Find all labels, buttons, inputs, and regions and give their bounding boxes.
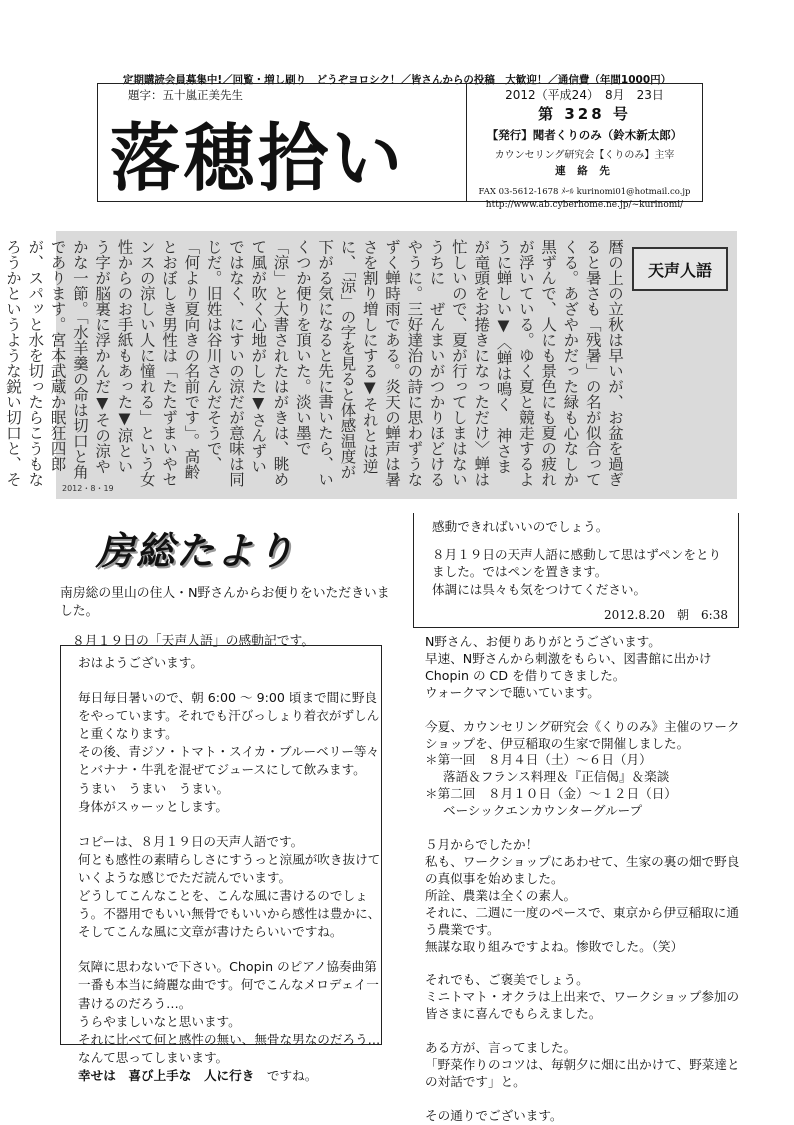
letter-text (66, 654, 381, 1085)
issue-number: 第 328 号 (538, 105, 631, 123)
letter-closing-tail: ですね。 (266, 1067, 318, 1083)
reply-paragraph: 早速、N野さんから刺激をもらい、図書館に出かけ Chopin の CD を借りてきました。 (425, 650, 712, 683)
workshop-item: ＊第一回 ８月４日（土）～６日（月） (425, 752, 652, 768)
intro-line: 南房総の里山の住人・N野さんからお便りをいただきいました。 (60, 586, 390, 619)
letter-paragraph: 気障に思わないで下さい。Chopin のピアノ協奏曲第一番も本当に綺麗な曲です。何でこんなメロデェイ一書けるのだろう…。 (78, 959, 379, 1011)
reply-paragraph: 私も、ワークショップにあわせて、生家の裏の畑で野良の真似事を始めました。 (425, 853, 740, 886)
reply-paragraph: N野さん、お便りありがとうございます。 (425, 634, 661, 649)
reply-paragraph: ミニトマト・オクラは上出来で、ワークショップ参加の皆さまに喜んでもらえました。 (425, 989, 740, 1022)
issue-date: 2012（平成24） 8月 23日 (505, 88, 664, 102)
workshop-item: ＊第二回 ８月１０日（金）～１２日（日） (425, 786, 677, 802)
continuation-paragraph: 体調には呉々も気をつけてください。 (432, 581, 647, 597)
section-title: 房総たより (96, 529, 297, 573)
organization: カウンセリング研究会【くりのみ】主宰 (494, 150, 675, 161)
letter-closing (66, 1067, 381, 1085)
reply-paragraph: その通りでございます。 (425, 1107, 563, 1123)
letter-paragraph: 身体がスゥーッとします。 (78, 798, 228, 814)
masthead-title-area (98, 84, 467, 201)
newsletter-title: 落穂拾い (110, 114, 406, 202)
continuation-text (420, 518, 732, 598)
reply-paragraph: 「野菜作りのコツは、毎朝夕に畑に出かけて、野菜達との対話です」と。 (425, 1057, 740, 1089)
letter-paragraph: その後、青ジソ・トマト・スイカ・ブルーベリー等々とバナナ・牛乳を混ぜてジュースにして飲みます。 (78, 744, 380, 778)
subscription-banner: 定期購読会員募集中!／回覧・増し刷り どうぞヨロシク！／皆さんからの投稿 大歓迎！／通信費（年間1000円） (122, 74, 672, 86)
reply-paragraph: ある方が、言ってました。 (425, 1040, 577, 1056)
workshop-detail: ベーシックエンカウンターグループ (443, 803, 643, 819)
letter-continuation-box (413, 513, 739, 628)
letter-paragraph: うらやましいなと思います。 (78, 1013, 241, 1029)
letter-paragraph: それに比べて何と感性の無い、無骨な男なのだろう…なんて思ってしまいます。 (78, 1031, 381, 1065)
reply-paragraph: ５月からでしたか！ (425, 837, 539, 853)
letter-paragraph: おはようございます。 (78, 655, 203, 670)
reply-paragraph: 今夏、カウンセリング研究会《くりのみ》主催のワークショップを、伊豆稲取の生家で開催しました。 (425, 718, 740, 751)
clipping-badge: 天声人語 (632, 247, 728, 291)
letter-paragraph: コピーは、８月１９日の天声人語です。 (78, 833, 304, 849)
reply-paragraph: ウォークマンで聴いています。 (425, 684, 600, 700)
continuation-paragraph: ８月１９日の天声人語に感動して思はずペンをとりました。ではペンを置きます。 (432, 546, 722, 579)
clipping-text: 暦の上の立秋は早いが、お盆を過ぎると暑さも「残暑」の名が似合ってくる。あざやかだった緑も心なしか黒ずんで、人にも景色にも夏の疲れが浮いている。ゆく夏と競走するように蝉しい▼〈蝉は鳴く 神さまが竜頭をお捲きになっただけ〉蝉は忙しいので、夏が行ってしまはないうちに ぜんまいがつかりほどけるやうに。三好達治の詩に思わずうなずく蝉時雨である。炎天の蝉声は暑さを割り増しにする▼それとは逆に、「涼」の字を見ると体感温度が下がる気になると先に書いたら、いくつか便りを頂いた。淡い墨で「涼」と大書されたはがきは、眺めて風が吹く心地がした▼さんずいではなく、にすいの涼だが意味は同じだ。旧姓は谷川さんだそうで、「何より夏向きの名前です」。高齢とおぼしき男性は「たたずまいやセンスの涼しい人に憧れる」という女性からのお手紙もあった▼涼という字が脳裏に浮かんだ▼その涼やかな一節。「水羊羹の命は切口と角であります。宮本武蔵か眠狂四郎が、スパッと水を切ったらこうもなろうかというような鋭い切口と、そ (3, 239, 624, 487)
reply-paragraph: それに、二週に一度のペースで、東京から伊豆稲取に通う農業です。 (425, 904, 739, 937)
newspaper-clipping (3, 231, 737, 499)
letter-paragraph: うまい うまい うまい。 (78, 780, 230, 796)
letter-signature: 2012.8.20 朝 6:38 (603, 608, 728, 622)
workshop-detail: 落語＆フランス料理＆『正信偈』＆楽談 (443, 769, 670, 785)
letter-paragraph: 何とも感性の素晴らしさにすうっと涼風が吹き抜けていくような感じでただ読んでいます。 (78, 851, 381, 885)
continuation-paragraph: 感動できればいいのでしょう。 (432, 519, 609, 534)
reply-paragraph: 所詮、農業は全くの素人。 (425, 887, 577, 903)
masthead (97, 83, 703, 210)
fax-email: FAX 03-5612-1678 ﾒｰﾙ kurinomi01@hotmail.co.jp (478, 187, 691, 197)
reply-paragraph: 無謀な取り組みですよね。惨敗でした。（笑） (425, 938, 684, 954)
reply-column (413, 634, 743, 1125)
intro-line: ８月１９日の「天声人語」の感動記です。 (72, 634, 315, 649)
letter-paragraph: 毎日毎日暑いので、朝 6:00 ～ 9:00 頃まで間に野良をやっています。それでも汗びっしょり着衣がずしんと重くなります。 (78, 690, 380, 742)
reply-paragraph: それでも、ご褒美でしょう。 (425, 972, 589, 988)
letter-box (60, 645, 382, 1083)
masthead-info (467, 84, 702, 210)
contact-label: 連 絡 先 (555, 165, 614, 177)
calligrapher-credit: 題字：五十嵐正美先生 (128, 88, 243, 102)
letter-paragraph: どうしてこんなことを、こんな風に書けるのでしょう。不器用でもいい無骨でもいいから感性は豊かに、そしてこんな風に文章が書けたらいいですね。 (78, 888, 381, 940)
website-url: http://www.ab.cyberhome.ne.jp/~kurinomi/ (485, 200, 684, 210)
publisher: 【発行】聞者くりのみ（鈴木新太郎） (486, 128, 683, 142)
clipping-date: 2012・8・19 (62, 484, 114, 493)
letter-closing-bold: 幸せは 喜び上手な 人に行き (78, 1067, 255, 1083)
